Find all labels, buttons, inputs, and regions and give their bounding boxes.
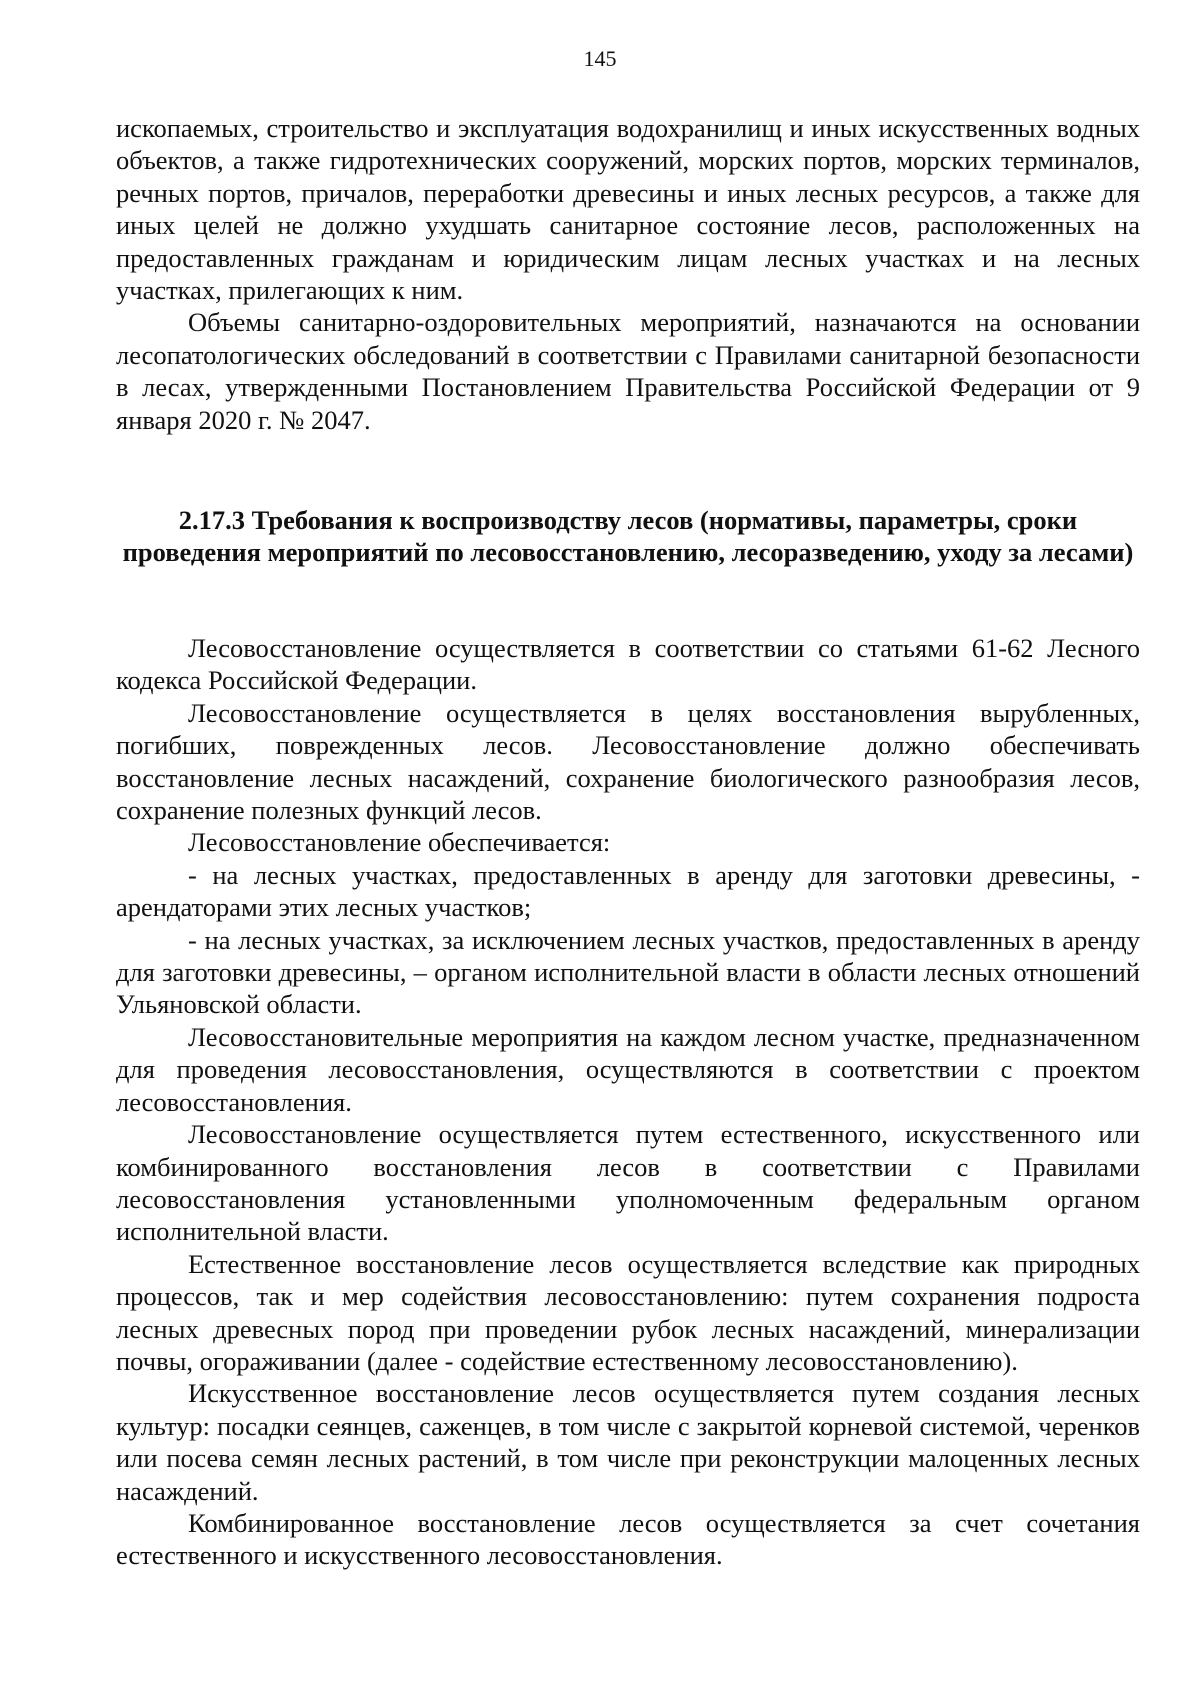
paragraph: Объемы санитарно-оздоровительных мероприятий, назначаются на основании лесопатологических обследований в соответствии с Правилами санитарной безопасности в лесах, утвержденными Постановлением Правительства Российской Федерации от 9 января 2020 г. № 2047. (116, 307, 1140, 435)
paragraph: Естественное восстановление лесов осуществляется вследствие как природных процессов, так и мер содействия лесовосстановлению: путем сохранения подроста лесных древесных пород при проведении рубок лесных насаждений, минерализации почвы, огораживании (далее - содействие естественному лесовосстановлению). (116, 1248, 1140, 1376)
main-text-block (116, 632, 1140, 1572)
list-item: - на лесных участках, предоставленных в аренду для заготовки древесины, - арендаторами этих лесных участков; (116, 859, 1140, 923)
list-item: - на лесных участках, за исключением лесных участков, предоставленных в аренду для заготовки древесины, – органом исполнительной власти в области лесных отношений Ульяновской области. (116, 924, 1140, 1020)
paragraph: Лесовосстановительные мероприятия на каждом лесном участке, предназначенном для проведения лесовосстановления, осуществляются в соответствии с проектом лесовосстановления. (116, 1021, 1140, 1117)
paragraph: Комбинированное восстановление лесов осуществляется за счет сочетания естественного и искусственного лесовосстановления. (116, 1507, 1140, 1571)
paragraph: Лесовосстановление осуществляется в целях восстановления вырубленных, погибших, поврежденных лесов. Лесовосстановление должно обеспечивать восстановление лесных насаждений, сохранение биологического разнообразия лесов, сохранение полезных функций лесов. (116, 697, 1140, 826)
paragraph: Лесовосстановление осуществляется путем естественного, искусственного или комбинированного восстановления лесов в соответствии с Правилами лесовосстановления установленными уполномоченным федеральным органом исполнительной власти. (116, 1119, 1140, 1247)
paragraph: Искусственное восстановление лесов осуществляется путем создания лесных культур: посадки сеянцев, саженцев, в том числе с закрытой корневой системой, черенков или посева семян лесных растений, в том числе при реконструкции малоценных лесных насаждений. (116, 1378, 1140, 1506)
paragraph: Лесовосстановление обеспечивается: (188, 827, 611, 858)
paragraph: Лесовосстановление осуществляется в соответствии со статьями 61-62 Лесного кодекса Российской Федерации. (116, 633, 1140, 696)
page-number: 145 (583, 46, 617, 71)
top-text-block (116, 112, 1140, 436)
paragraph: ископаемых, строительство и эксплуатация водохранилищ и иных искусственных водных объектов, а также гидротехнических сооружений, морских портов, морских терминалов, речных портов, причалов, переработки древесины и иных лесных ресурсов, а также для иных целей не должно ухудшать санитарное состояние лесов, расположенных на предоставленных гражданам и юридическим лицам лесных участках и на лесных участках, прилегающих к ним. (116, 113, 1140, 306)
section-heading: 2.17.3 Требования к воспроизводству лесов (нормативы, параметры, сроки проведения мероприятий по лесовосстановлению, лесоразведению, уходу за лесами) (122, 505, 1134, 568)
